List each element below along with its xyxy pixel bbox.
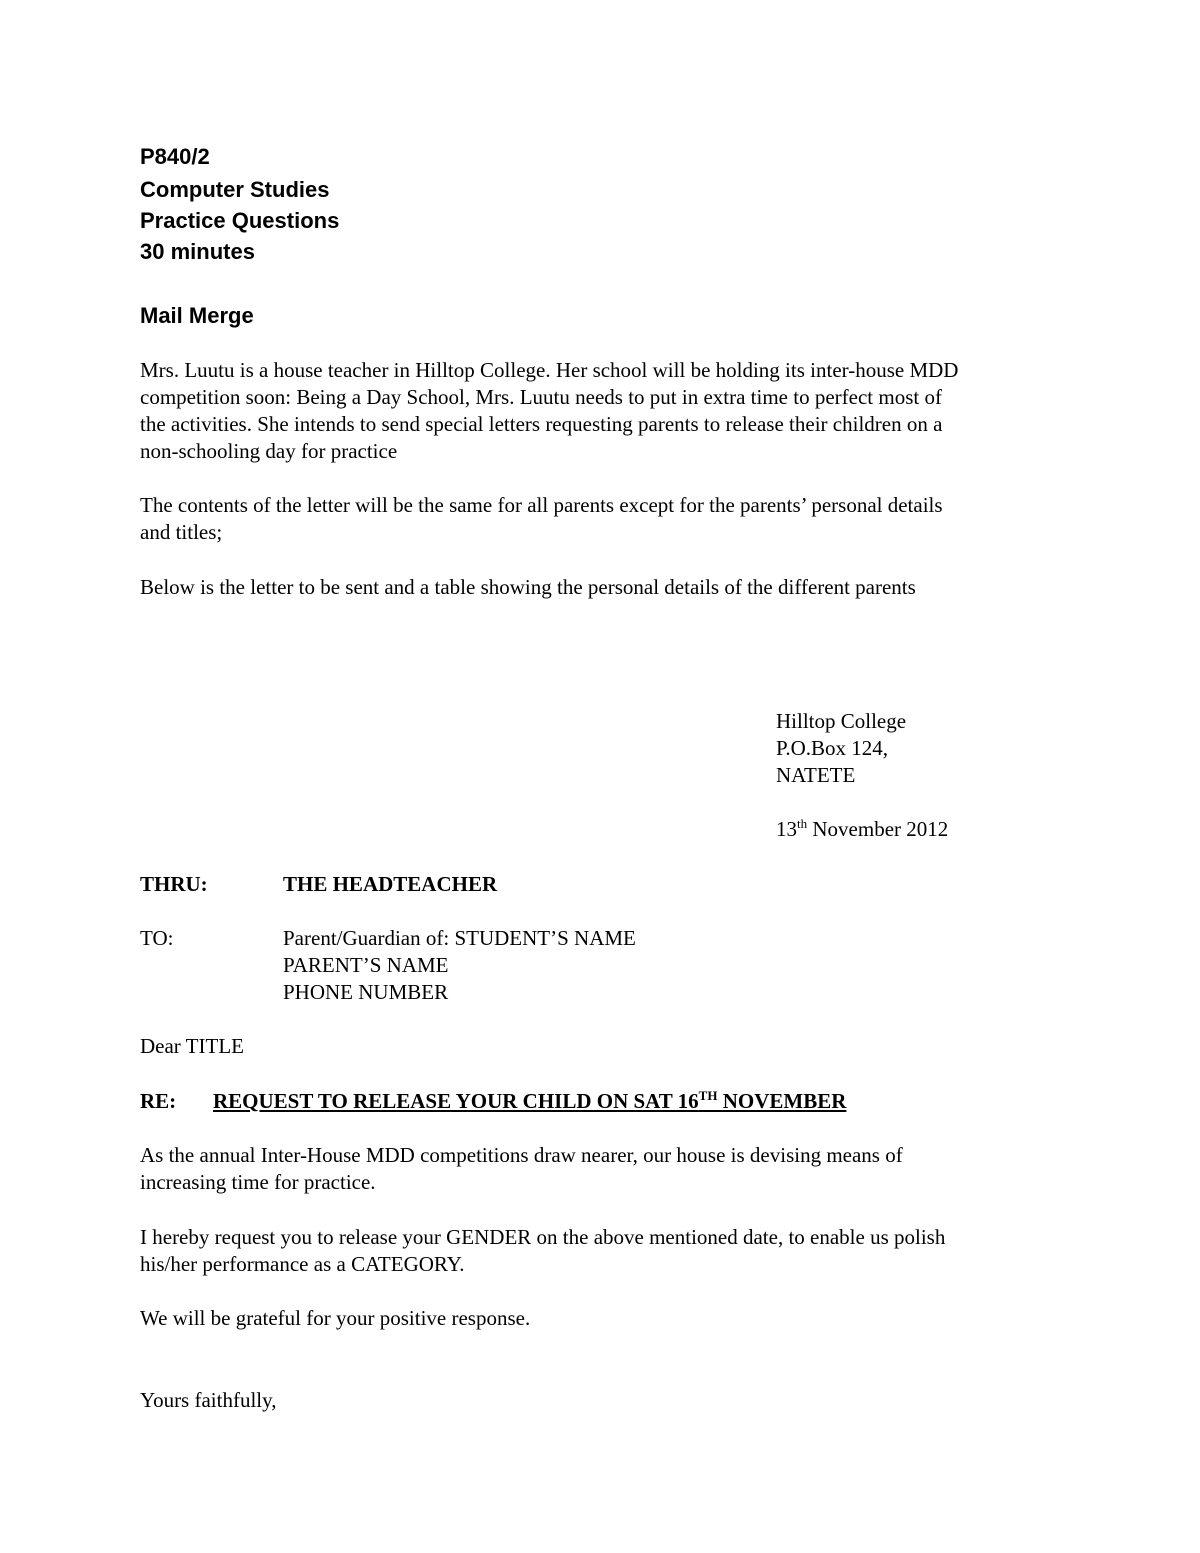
intro-line: and titles; xyxy=(140,520,223,544)
intro-line: competition soon: Being a Day School, Mrs. Luutu needs to put in extra time to perfect most of xyxy=(140,385,942,409)
thru-label: THRU: xyxy=(140,872,208,896)
thru-value: THE HEADTEACHER xyxy=(283,872,498,896)
body-line: We will be grateful for your positive response. xyxy=(140,1306,531,1330)
date-day: 13 xyxy=(776,817,797,841)
intro-line: The contents of the letter will be the same for all parents except for the parents’ personal details xyxy=(140,493,943,517)
to-line: PHONE NUMBER xyxy=(283,980,449,1004)
address-line: P.O.Box 124, xyxy=(776,736,889,760)
to-line: Parent/Guardian of: STUDENT’S NAME xyxy=(283,926,636,950)
intro-line: the activities. She intends to send special letters requesting parents to release their children on a xyxy=(140,412,943,436)
address-line: NATETE xyxy=(776,763,856,787)
intro-line: Below is the letter to be sent and a table showing the personal details of the different parents xyxy=(140,575,916,599)
closing: Yours faithfully, xyxy=(140,1388,277,1412)
salutation: Dear TITLE xyxy=(140,1034,244,1058)
re-sup: TH xyxy=(698,1088,718,1103)
section-title: Mail Merge xyxy=(140,303,254,328)
date-rest: November 2012 xyxy=(807,817,949,841)
address-line: Hilltop College xyxy=(776,709,907,733)
date-suffix: th xyxy=(797,816,808,831)
body-line: I hereby request you to release your GENDER on the above mentioned date, to enable us polish xyxy=(140,1225,946,1249)
body-line: his/her performance as a CATEGORY. xyxy=(140,1252,465,1276)
duration: 30 minutes xyxy=(140,239,255,264)
body-line: As the annual Inter-House MDD competitions draw nearer, our house is devising means of xyxy=(140,1143,903,1167)
intro-line: Mrs. Luutu is a house teacher in Hilltop College. Her school will be holding its inter-house MDD xyxy=(140,358,959,382)
paper-code: P840/2 xyxy=(140,144,210,169)
letter-date xyxy=(776,816,948,843)
paper-title: Practice Questions xyxy=(140,208,340,233)
body-line: increasing time for practice. xyxy=(140,1170,376,1194)
re-subject xyxy=(213,1088,846,1115)
subject-title: Computer Studies xyxy=(140,177,330,202)
re-label: RE: xyxy=(140,1089,177,1113)
re-text: REQUEST TO RELEASE YOUR CHILD ON SAT 16 xyxy=(213,1089,699,1113)
re-text-end: NOVEMBER xyxy=(717,1089,847,1113)
to-label: TO: xyxy=(140,926,174,950)
intro-line: non-schooling day for practice xyxy=(140,439,398,463)
to-line: PARENT’S NAME xyxy=(283,953,449,977)
